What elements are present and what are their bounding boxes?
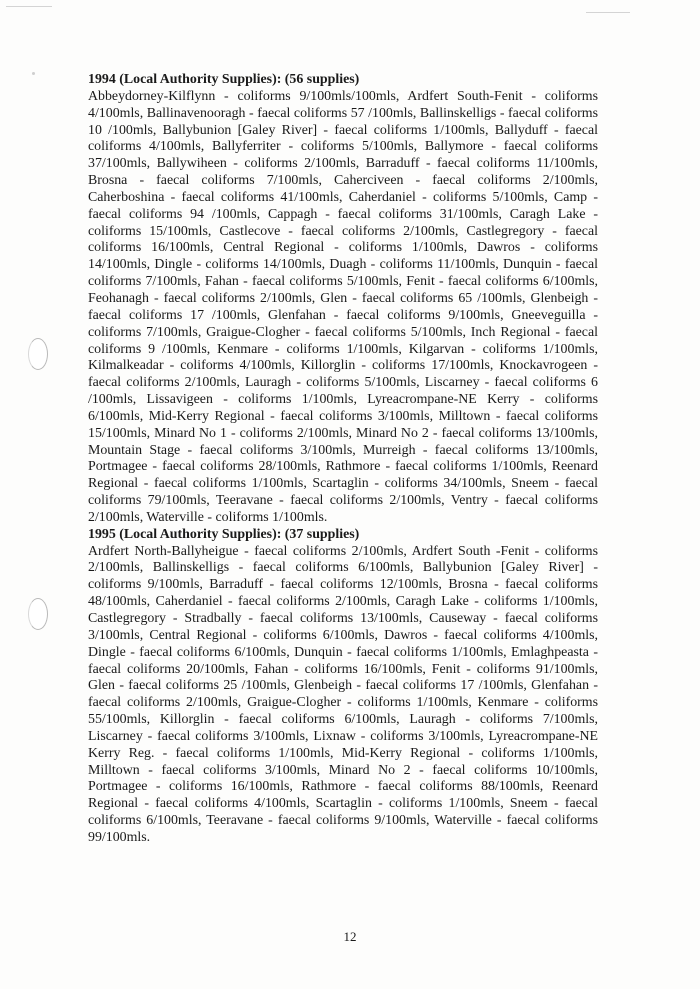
section-body-1994: Abbeydorney-Kilflynn - coliforms 9/100mls/100mls, Ardfert South-Fenit - coliforms 4/100mls, Ballinavenooragh - faecal coliforms 57 /100mls, Ballinskelligs - faecal coliforms 10 /100mls, Ballybunion [Galey River] - faecal coliforms 1/100mls, Ballyduff - faecal coliforms 4/100mls, Ballyferriter - coliforms 5/100mls, Ballymore - faecal coliforms 37/100mls, Ballywiheen - coliforms 2/100mls, Barraduff - faecal coliforms 11/100mls, Brosna - faecal coliforms 7/100mls, Caherciveen - faecal coliforms 2/100mls, Caherboshina - faecal coliforms 41/100mls, Caherdaniel - coliforms 5/100mls, Camp - faecal coliforms 94 /100mls, Cappagh - faecal coliforms 31/100mls, Caragh Lake - coliforms 15/100mls, Castlecove - faecal coliforms 2/100mls, Castlegregory - faecal coliforms 16/100mls, Central Regional - coliforms 1/100mls, Dawros - coliforms 14/100mls, Dingle - coliforms 14/100mls, Duagh - coliforms 11/100mls, Dunquin - faecal coliforms 7/100mls, Fahan - faecal coliforms 5/100mls, Fenit - faecal coliforms 6/100mls, Feohanagh - faecal coliforms 2/100mls, Glen - faecal coliforms 65 /100mls, Glenbeigh - faecal coliforms 17 /100mls, Glenfahan - faecal coliforms 9/100mls, Gneeveguilla - coliforms 7/100mls, Graigue-Clogher - faecal coliforms 5/100mls, Inch Regional - faecal coliforms 9 /100mls, Kenmare - coliforms 1/100mls, Kilgarvan - coliforms 1/100mls, Kilmalkeadar - coliforms 4/100mls, Killorglin - coliforms 17/100mls, Knockavrogeen - faecal coliforms 2/100mls, Lauragh - coliforms 5/100mls, Liscarney - faecal coliforms 6 /100mls, Lissavigeen - coliforms 1/100mls, Lyreacrompane-NE Kerry - coliforms 6/100mls, Mid-Kerry Regional - faecal coliforms 3/100mls, Milltown - faecal coliforms 15/100mls, Minard No 1 - coliforms 2/100mls, Minard No 2 - faecal coliforms 13/100mls, Mountain Stage - faecal coliforms 3/100mls, Murreigh - faecal coliforms 13/100mls, Portmagee - faecal coliforms 28/100mls, Rathmore - faecal coliforms 1/100mls, Reenard Regional - faecal coliforms 1/100mls, Scartaglin - coliforms 34/100mls, Sneem - faecal coliforms 79/100mls, Teeravane - faecal coliforms 2/100mls, Ventry - faecal coliforms 2/100mls, Waterville - coliforms 1/100mls. [88, 88, 598, 525]
section-body-1995: Ardfert North-Ballyheigue - faecal coliforms 2/100mls, Ardfert South -Fenit - coliforms 2/100mls, Ballinskelligs - faecal coliforms 6/100mls, Ballybunion [Galey River] - coliforms 9/100mls, Barraduff - faecal coliforms 12/100mls, Brosna - faecal coliforms 48/100mls, Caherdaniel - faecal coliforms 2/100mls, Caragh Lake - coliforms 1/100mls, Castlegregory - Stradbally - faecal coliforms 13/100mls, Causeway - faecal coliforms 3/100mls, Central Regional - coliforms 6/100mls, Dawros - faecal coliforms 4/100mls, Dingle - faecal coliforms 6/100mls, Dunquin - faecal coliforms 1/100mls, Emlaghpeasta - faecal coliforms 20/100mls, Fahan - coliforms 16/100mls, Fenit - coliforms 91/100mls, Glen - faecal coliforms 25 /100mls, Glenbeigh - faecal coliforms 17 /100mls, Glenfahan - faecal coliforms 2/100mls, Graigue-Clogher - coliforms 1/100mls, Kenmare - coliforms 55/100mls, Killorglin - faecal coliforms 6/100mls, Lauragh - coliforms 7/100mls, Liscarney - faecal coliforms 3/100mls, Lixnaw - coliforms 3/100mls, Lyreacrompane-NE Kerry Reg. - faecal coliforms 1/100mls, Mid-Kerry Regional - coliforms 1/100mls, Milltown - faecal coliforms 3/100mls, Minard No 2 - faecal coliforms 10/100mls, Portmagee - coliforms 16/100mls, Rathmore - faecal coliforms 88/100mls, Reenard Regional - faecal coliforms 4/100mls, Scartaglin - coliforms 1/100mls, Sneem - faecal coliforms 6/100mls, Teeravane - faecal coliforms 9/100mls, Waterville - faecal coliforms 99/100mls. [88, 543, 598, 845]
scan-artifact-line [586, 12, 630, 13]
section-heading-1994: 1994 (Local Authority Supplies): (56 supplies) [88, 72, 360, 87]
document-body [88, 72, 598, 847]
scan-artifact-line [6, 6, 52, 7]
page-number: 12 [343, 929, 357, 944]
scan-speck [32, 72, 35, 75]
section-heading-1995: 1995 (Local Authority Supplies): (37 supplies) [88, 526, 360, 542]
punch-hole-icon [28, 598, 48, 630]
punch-hole-icon [28, 338, 48, 370]
